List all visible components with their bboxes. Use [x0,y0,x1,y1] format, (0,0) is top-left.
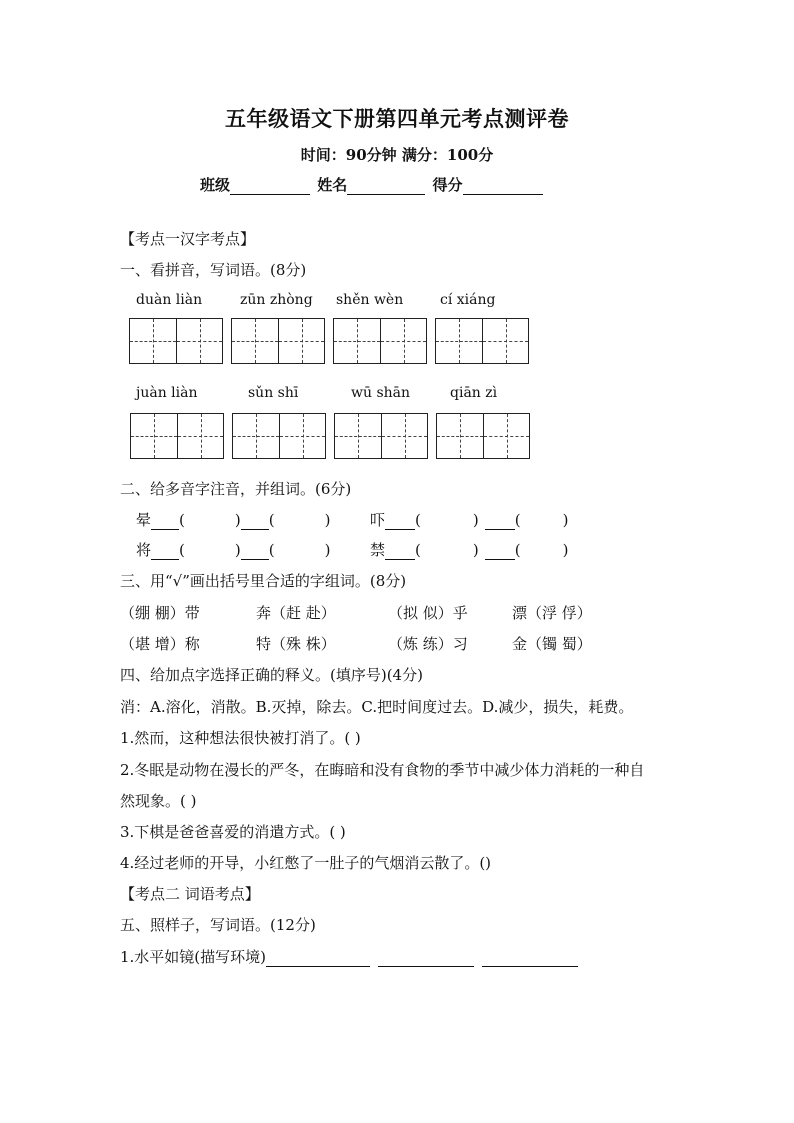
answer-blank[interactable] [266,951,370,967]
polyphone-char: 禁 [370,541,386,559]
polyphone-item: 将 ( ) ( ) [136,541,331,559]
writing-grid[interactable] [130,413,224,459]
sentence-3: 3.下棋是爸爸喜爱的消遣方式。( ) [120,823,346,841]
pinyin-label: shěn wèn [336,292,404,308]
pinyin-label: sǔn shī [248,385,299,401]
question-1: 一、看拼音，写词语。(8分) [120,261,307,279]
polyphone-item: 禁 ( ) ( ) [370,541,569,559]
polyphone-char: 晕 [136,511,152,529]
section2-heading: 【考点二 词语考点】 [120,885,260,903]
polyphone-item: 吓 ( ) ( ) [370,511,569,529]
answer-blank[interactable] [482,951,578,967]
pinyin-label: duàn liàn [136,292,203,308]
writing-grid[interactable] [333,318,427,364]
pinyin-label: juàn liàn [136,385,198,401]
polyphone-char: 将 [136,541,152,559]
sentence-1: 1.然而，这种想法很快被打消了。( ) [120,729,361,747]
answer-blank[interactable] [485,544,515,560]
question-4: 四、给加点字选择正确的释义。(填序号)(4分) [120,666,423,684]
polyphone-char: 吓 [370,511,386,529]
choice-item[interactable]: 漂（浮 俘） [512,604,592,622]
answer-blank[interactable] [151,544,179,560]
pinyin-label: wū shān [351,385,411,401]
choice-item[interactable]: （堪 增）称 [120,635,200,653]
writing-grid[interactable] [129,318,223,364]
page-title: 五年级语文下册第四单元考点测评卷 [225,106,569,131]
answer-blank[interactable] [385,514,415,530]
section1-heading: 【考点一汉字考点】 [120,230,256,248]
writing-grid[interactable] [334,413,428,459]
answer-blank[interactable] [485,514,515,530]
score-blank[interactable] [463,178,543,195]
question-2: 二、给多音字注音，并组词。(6分) [120,480,352,498]
answer-blank[interactable] [241,544,269,560]
name-blank[interactable] [347,178,425,195]
choice-item[interactable]: （拟 似）乎 [388,604,468,622]
writing-grid[interactable] [436,413,530,459]
example-1 [120,946,578,967]
sentence-2-cont: 然现象。( ) [120,792,197,810]
pinyin-label: zūn zhòng [240,292,313,308]
choice-item[interactable]: 特（殊 株） [256,635,336,653]
example-1-label: 1.水平如镜(描写环境) [120,948,267,966]
choice-item[interactable]: 金（镯 蜀） [512,635,592,653]
score-label: 得分 [432,176,463,194]
polyphone-item: 晕 ( ) ( ) [136,511,331,529]
question-5: 五、照样子，写词语。(12分) [120,916,316,934]
sentence-2: 2.冬眠是动物在漫长的严冬，在晦暗和没有食物的季节中减少体力消耗的一种自 [120,761,645,779]
question-3: 三、用“√”画出括号里合适的字组词。(8分) [120,572,407,590]
student-info [200,174,545,195]
answer-blank[interactable] [241,514,269,530]
answer-blank[interactable] [385,544,415,560]
choice-item[interactable]: 奔（赶 赴） [256,604,336,622]
sentence-4: 4.经过老师的开导，小红憋了一肚子的气烟消云散了。() [120,854,492,872]
definition-line: 消：A.溶化，消散。B.灭掉，除去。C.把时间度过去。D.减少，损失，耗费。 [120,698,634,716]
pinyin-label: cí xiáng [440,292,496,308]
name-label: 姓名 [317,176,348,194]
pinyin-label: qiān zì [450,385,498,401]
answer-blank[interactable] [151,514,179,530]
class-label: 班级 [200,176,231,194]
writing-grid[interactable] [232,413,326,459]
writing-grid[interactable] [435,318,529,364]
exam-meta: 时间：90分钟 满分：100分 [300,146,494,164]
choice-item[interactable]: （炼 练）习 [388,635,468,653]
choice-item[interactable]: （绷 棚）带 [120,604,200,622]
class-blank[interactable] [230,178,310,195]
answer-blank[interactable] [378,951,474,967]
writing-grid[interactable] [231,318,325,364]
